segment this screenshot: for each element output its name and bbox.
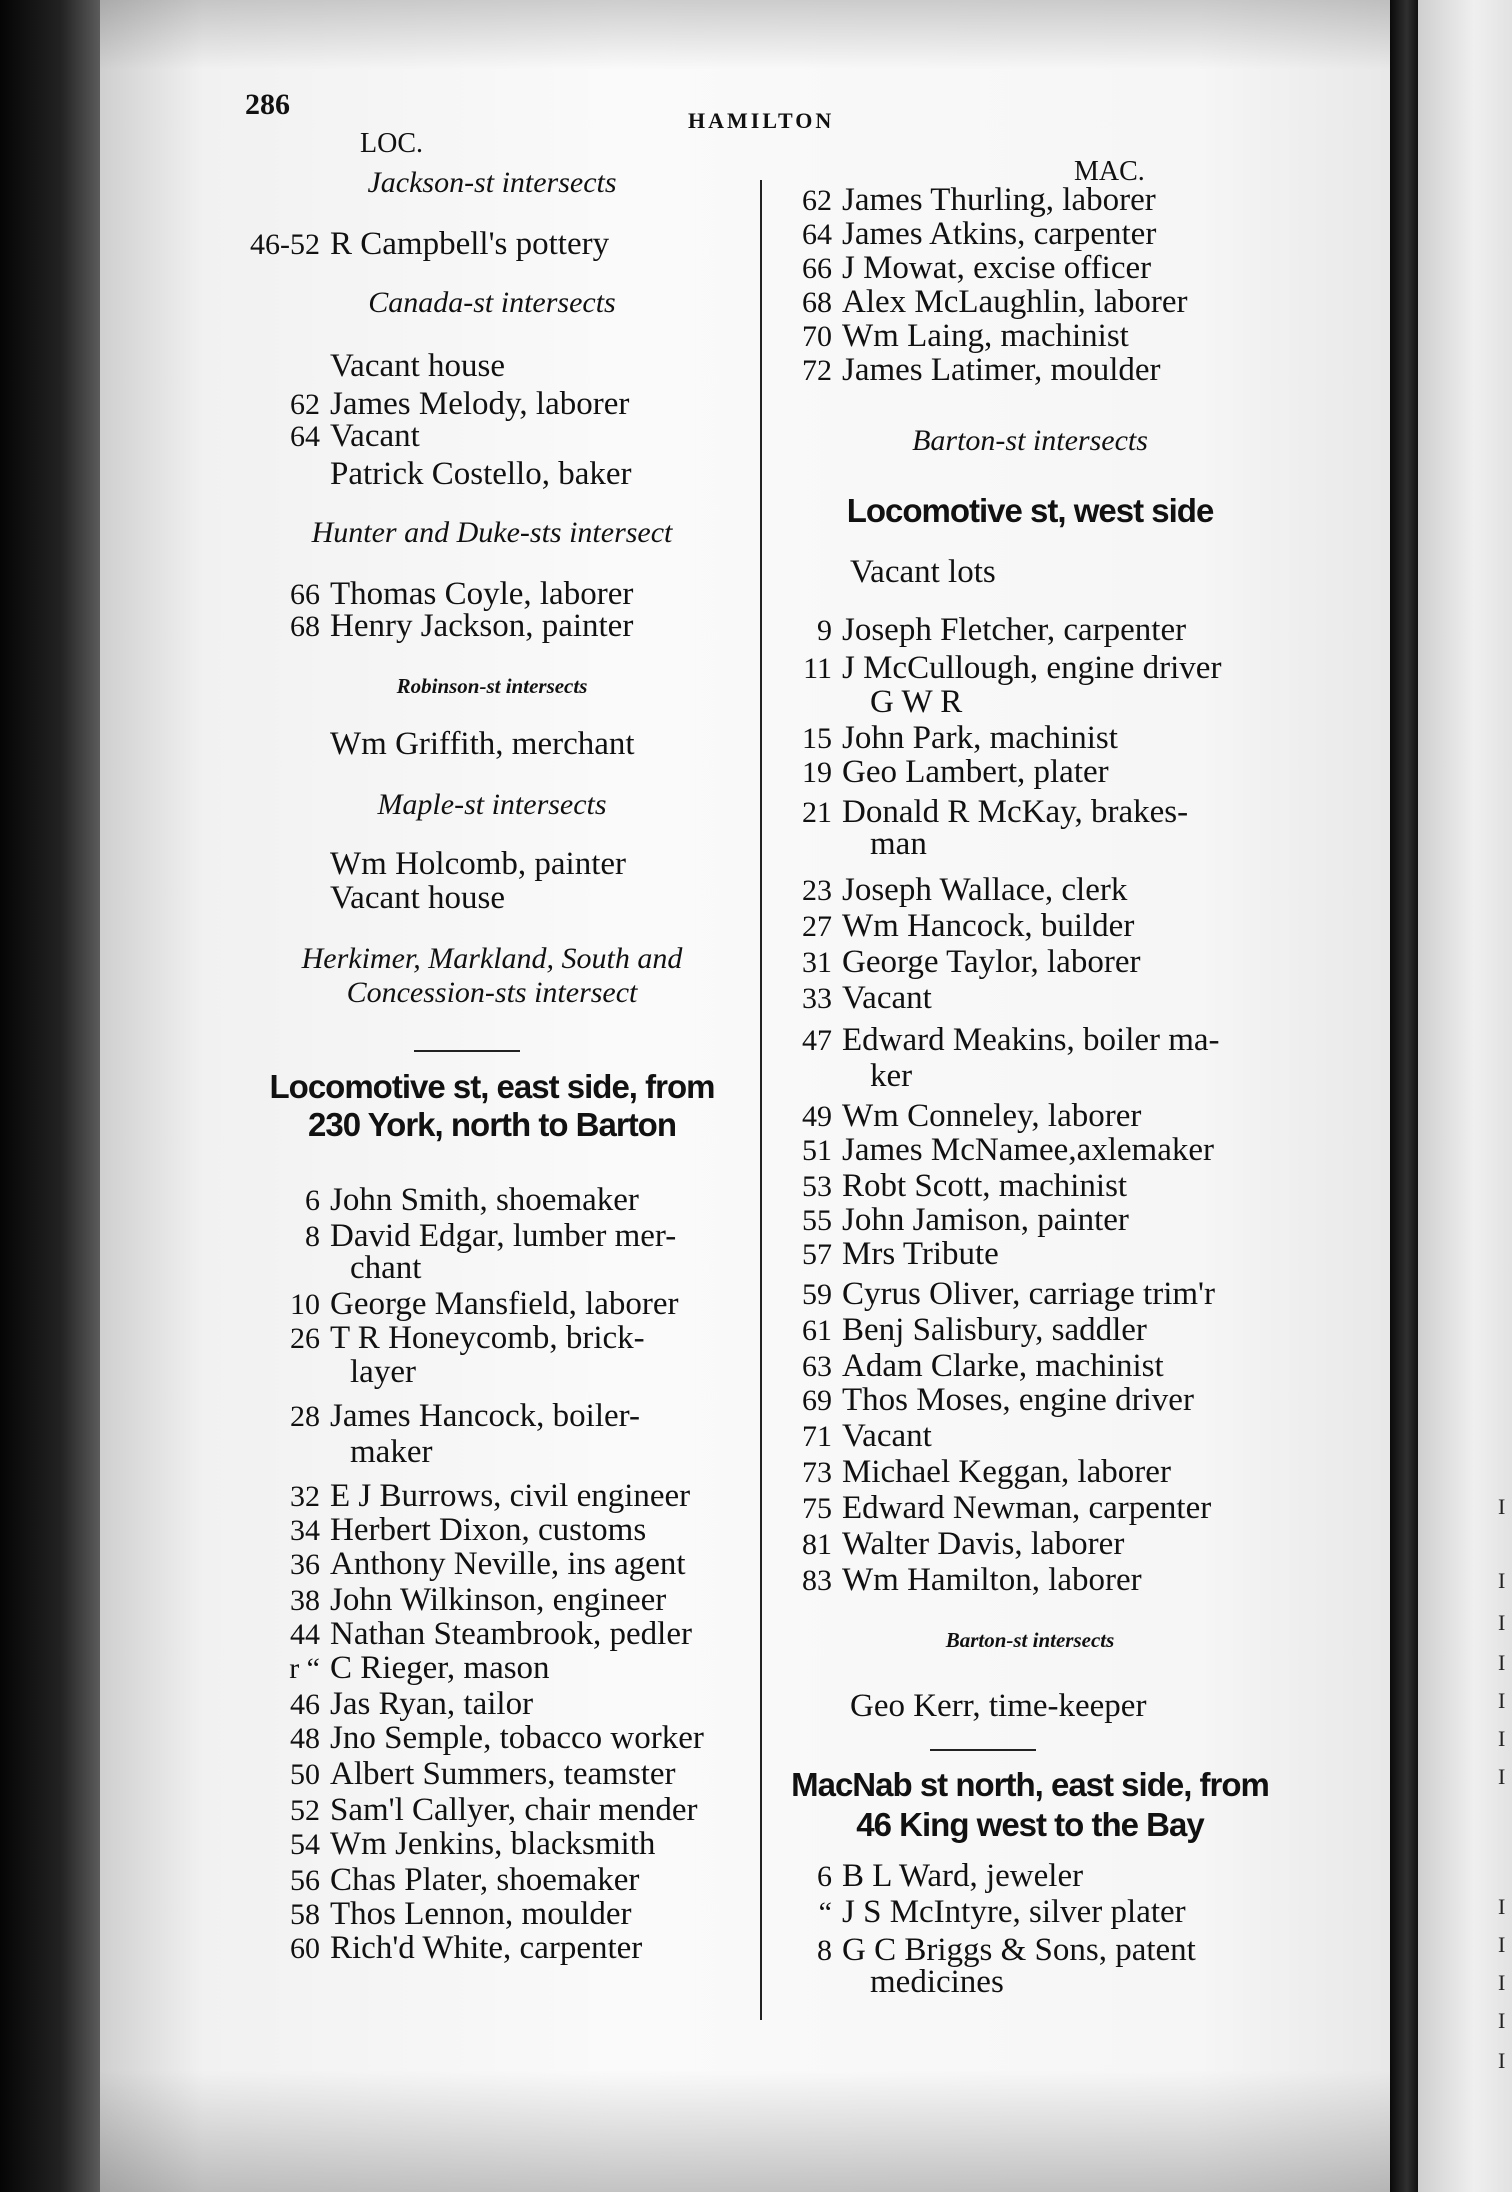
house-number: 50 xyxy=(290,1758,320,1791)
directory-entry: G C Briggs & Sons, patent xyxy=(842,1932,1196,1968)
directory-entry: Wm Holcomb, painter xyxy=(330,846,627,882)
street-heading: 46 King west to the Bay xyxy=(856,1806,1204,1843)
directory-entry: Chas Plater, shoemaker xyxy=(330,1862,640,1898)
house-number: 6 xyxy=(817,1860,832,1893)
right-column-label: MAC. xyxy=(1074,156,1145,187)
running-head: HAMILTON xyxy=(688,108,835,133)
directory-entry: Vacant xyxy=(842,980,932,1016)
directory-entry: Joseph Fletcher, carpenter xyxy=(842,612,1187,648)
intersection-note: Robinson-st intersects xyxy=(396,674,588,698)
house-number: 10 xyxy=(290,1288,320,1321)
house-number: 54 xyxy=(290,1828,320,1861)
house-number: 81 xyxy=(802,1528,832,1561)
house-number: 58 xyxy=(290,1898,320,1931)
directory-entry: Wm Conneley, laborer xyxy=(842,1098,1142,1134)
house-number: 56 xyxy=(290,1864,320,1897)
directory-entry: J S McIntyre, silver plater xyxy=(842,1894,1186,1930)
house-number: 46-52 xyxy=(250,228,320,261)
directory-entry: Thos Moses, engine driver xyxy=(842,1382,1194,1418)
house-number: 83 xyxy=(802,1564,832,1597)
directory-entry: Patrick Costello, baker xyxy=(330,456,632,492)
margin-mark: I xyxy=(1498,1970,1506,1995)
directory-entry: Wm Hamilton, laborer xyxy=(842,1562,1142,1598)
page-gutter xyxy=(1390,0,1418,2192)
house-number: 21 xyxy=(802,796,832,829)
directory-entry: Anthony Neville, ins agent xyxy=(330,1546,686,1582)
directory-entry: E J Burrows, civil engineer xyxy=(330,1478,691,1514)
directory-entry: Cyrus Oliver, carriage trim'r xyxy=(842,1276,1215,1312)
directory-entry: Rich'd White, carpenter xyxy=(330,1930,643,1966)
house-number: 23 xyxy=(802,874,832,907)
house-number: 44 xyxy=(290,1618,320,1651)
directory-entry: David Edgar, lumber mer- xyxy=(330,1218,677,1254)
adjacent-page-edge xyxy=(1418,0,1512,2192)
directory-entry: Vacant lots xyxy=(850,554,996,590)
directory-entry: T R Honeycomb, brick- xyxy=(330,1320,645,1356)
house-number: 71 xyxy=(802,1420,832,1453)
directory-entry: Albert Summers, teamster xyxy=(330,1756,676,1792)
directory-entry: Benj Salisbury, saddler xyxy=(842,1312,1147,1348)
house-number: 69 xyxy=(802,1384,832,1417)
section-divider xyxy=(414,1050,520,1052)
house-number: 19 xyxy=(802,756,832,789)
house-number: 61 xyxy=(802,1314,832,1347)
house-number: 60 xyxy=(290,1932,320,1965)
directory-entry: Vacant house xyxy=(330,880,506,916)
entry-continuation: layer xyxy=(350,1354,416,1390)
house-number: 11 xyxy=(803,652,832,685)
house-number: 27 xyxy=(802,910,832,943)
intersection-note: Concession-sts intersect xyxy=(346,976,638,1009)
house-number: 28 xyxy=(290,1400,320,1433)
house-number: 46 xyxy=(290,1688,320,1721)
intersection-note: Barton-st intersects xyxy=(945,1628,1115,1652)
entry-continuation: ker xyxy=(870,1058,913,1094)
house-number: “ xyxy=(818,1896,832,1929)
house-number: 75 xyxy=(802,1492,832,1525)
directory-entry: John Jamison, painter xyxy=(842,1202,1129,1238)
directory-entry: Thos Lennon, moulder xyxy=(330,1896,632,1932)
house-number: 9 xyxy=(817,614,832,647)
house-number: 36 xyxy=(290,1548,320,1581)
house-number: 31 xyxy=(802,946,832,979)
margin-mark: I xyxy=(1498,1894,1506,1919)
directory-entry: John Smith, shoemaker xyxy=(330,1182,639,1218)
intersection-note: Hunter and Duke-sts intersect xyxy=(311,516,673,549)
directory-entry: R Campbell's pottery xyxy=(330,226,610,262)
margin-mark: I xyxy=(1498,1610,1506,1635)
house-number: 66 xyxy=(290,578,320,611)
directory-entry: George Taylor, laborer xyxy=(842,944,1141,980)
intersection-note: Barton-st intersects xyxy=(912,424,1148,457)
street-heading: MacNab st north, east side, from xyxy=(791,1766,1269,1803)
house-number: 68 xyxy=(802,286,832,319)
directory-entry: Geo Kerr, time-keeper xyxy=(850,1688,1147,1724)
house-number: 64 xyxy=(290,420,320,453)
house-number: 33 xyxy=(802,982,832,1015)
street-heading: Locomotive st, east side, from xyxy=(269,1068,715,1105)
house-number: 68 xyxy=(290,610,320,643)
house-number: 62 xyxy=(290,388,320,421)
directory-entry: Mrs Tribute xyxy=(842,1236,999,1272)
directory-entry: James Thurling, laborer xyxy=(842,182,1156,218)
top-shade xyxy=(100,0,1390,70)
house-number: 15 xyxy=(802,722,832,755)
house-number: 47 xyxy=(802,1024,832,1057)
directory-entry: George Mansfield, laborer xyxy=(330,1286,679,1322)
directory-entry: J Mowat, excise officer xyxy=(842,250,1152,286)
entry-continuation: G W R xyxy=(870,684,963,720)
directory-entry: Donald R McKay, brakes- xyxy=(842,794,1189,830)
house-number: 63 xyxy=(802,1350,832,1383)
page-number: 286 xyxy=(245,88,290,121)
directory-entry: Thomas Coyle, laborer xyxy=(330,576,634,612)
directory-entry: C Rieger, mason xyxy=(330,1650,550,1686)
directory-entry: Alex McLaughlin, laborer xyxy=(842,284,1188,320)
margin-mark: I xyxy=(1498,1932,1506,1957)
entry-continuation: chant xyxy=(350,1250,422,1286)
house-number: 8 xyxy=(305,1220,320,1253)
intersection-note: Herkimer, Markland, South and xyxy=(301,942,683,975)
left-column-label: LOC. xyxy=(360,128,423,159)
directory-entry: Robt Scott, machinist xyxy=(842,1168,1128,1204)
house-number: 6 xyxy=(305,1184,320,1217)
house-number: 72 xyxy=(802,354,832,387)
house-number: 38 xyxy=(290,1584,320,1617)
directory-entry: James Hancock, boiler- xyxy=(330,1398,640,1434)
margin-mark: I xyxy=(1498,1568,1506,1593)
directory-entry: Edward Newman, carpenter xyxy=(842,1490,1212,1526)
house-number: 48 xyxy=(290,1722,320,1755)
directory-entry: Jno Semple, tobacco worker xyxy=(330,1720,704,1756)
intersection-note: Jackson-st intersects xyxy=(367,166,617,199)
margin-mark: I xyxy=(1498,1726,1506,1751)
margin-mark: I xyxy=(1498,1494,1506,1519)
house-number: 57 xyxy=(802,1238,832,1271)
directory-entry: Henry Jackson, painter xyxy=(330,608,634,644)
directory-entry: James Latimer, moulder xyxy=(842,352,1161,388)
directory-entry: Joseph Wallace, clerk xyxy=(842,872,1128,908)
house-number: 26 xyxy=(290,1322,320,1355)
directory-entry: B L Ward, jeweler xyxy=(842,1858,1084,1894)
directory-entry: Wm Griffith, merchant xyxy=(330,726,635,762)
binding-shadow xyxy=(0,0,110,2192)
directory-entry: Adam Clarke, machinist xyxy=(842,1348,1164,1384)
entry-continuation: medicines xyxy=(870,1964,1004,2000)
directory-entry: J McCullough, engine driver xyxy=(842,650,1222,686)
entry-continuation: man xyxy=(870,826,927,862)
street-heading: Locomotive st, west side xyxy=(846,492,1214,529)
intersection-note: Maple-st intersects xyxy=(377,788,607,821)
house-number: 53 xyxy=(802,1170,832,1203)
directory-entry: Nathan Steambrook, pedler xyxy=(330,1616,692,1652)
directory-entry: Wm Laing, machinist xyxy=(842,318,1129,354)
house-number: 32 xyxy=(290,1480,320,1513)
entry-continuation: maker xyxy=(350,1434,433,1470)
directory-entry: Vacant xyxy=(330,418,420,454)
directory-entry: John Wilkinson, engineer xyxy=(330,1582,667,1618)
margin-mark: I xyxy=(1498,1650,1506,1675)
house-number: r “ xyxy=(289,1652,320,1685)
house-number: 62 xyxy=(802,184,832,217)
house-number: 64 xyxy=(802,218,832,251)
house-number: 66 xyxy=(802,252,832,285)
directory-entry: Geo Lambert, plater xyxy=(842,754,1109,790)
intersection-note: Canada-st intersects xyxy=(368,286,616,319)
street-heading: 230 York, north to Barton xyxy=(307,1106,677,1143)
directory-entry: Wm Jenkins, blacksmith xyxy=(330,1826,656,1862)
directory-entry: Herbert Dixon, customs xyxy=(330,1512,647,1548)
house-number: 52 xyxy=(290,1794,320,1827)
directory-entry: James Melody, laborer xyxy=(330,386,630,422)
directory-entry: Vacant xyxy=(842,1418,932,1454)
margin-mark: I xyxy=(1498,2008,1506,2033)
house-number: 55 xyxy=(802,1204,832,1237)
directory-entry: Wm Hancock, builder xyxy=(842,908,1135,944)
directory-entry: Michael Keggan, laborer xyxy=(842,1454,1171,1490)
directory-entry: Jas Ryan, tailor xyxy=(330,1686,534,1722)
directory-entry: Edward Meakins, boiler ma- xyxy=(842,1022,1220,1058)
margin-mark: I xyxy=(1498,1688,1506,1713)
directory-entry: Vacant house xyxy=(330,348,506,384)
directory-entry: Walter Davis, laborer xyxy=(842,1526,1125,1562)
column-rule xyxy=(760,180,762,2020)
section-divider xyxy=(930,1749,1036,1751)
house-number: 73 xyxy=(802,1456,832,1489)
margin-mark: I xyxy=(1498,2048,1506,2073)
directory-entry: John Park, machinist xyxy=(842,720,1118,756)
house-number: 34 xyxy=(290,1514,320,1547)
directory-entry: James McNamee,axlemaker xyxy=(842,1132,1214,1168)
bottom-shade xyxy=(100,2070,1390,2192)
house-number: 8 xyxy=(817,1934,832,1967)
house-number: 49 xyxy=(802,1100,832,1133)
margin-mark: I xyxy=(1498,1764,1506,1789)
house-number: 51 xyxy=(802,1134,832,1167)
house-number: 59 xyxy=(802,1278,832,1311)
house-number: 70 xyxy=(802,320,832,353)
directory-entry: Sam'l Callyer, chair mender xyxy=(330,1792,698,1828)
directory-entry: James Atkins, carpenter xyxy=(842,216,1157,252)
